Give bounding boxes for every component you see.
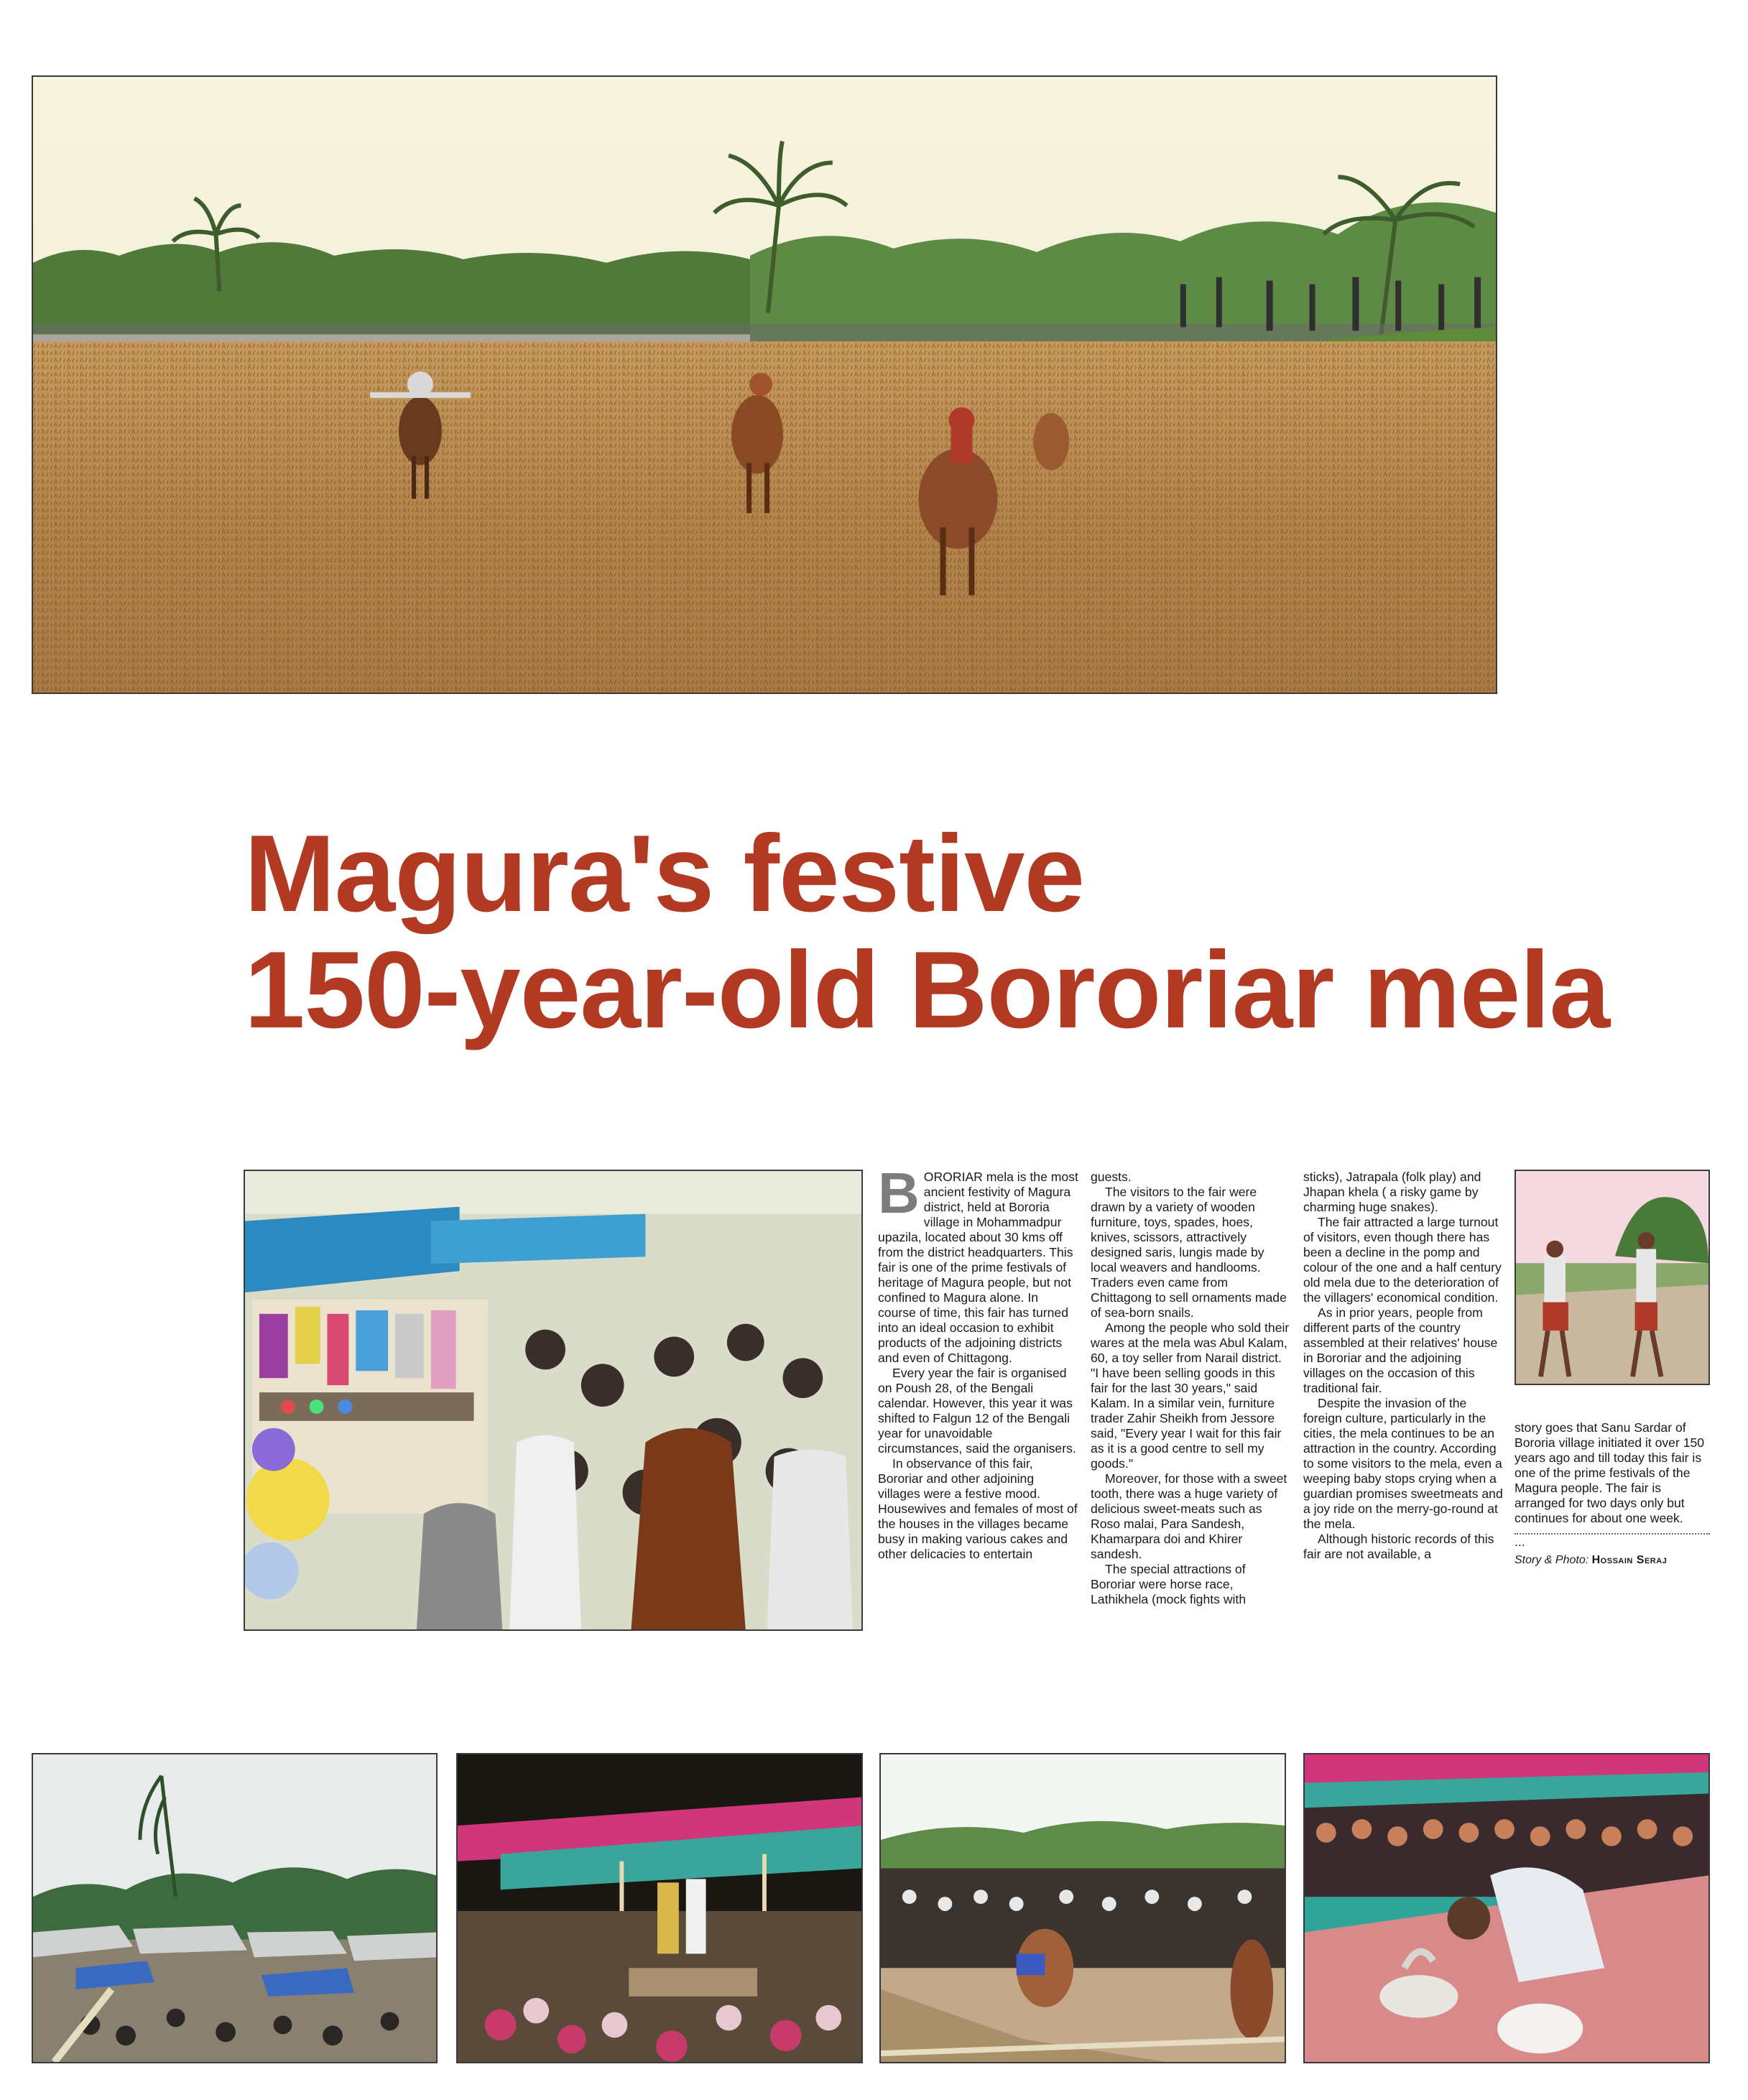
paragraph: Although historic records of this fair are not available, a: [1303, 1532, 1494, 1561]
byline: [1515, 1553, 1711, 1568]
paragraph: Moreover, for those with a sweet tooth, there was a huge variety of delicious sweet-meats such as Roso malai, Para Sandesh, Khamarpara doi and Khirer sandesh.: [1091, 1471, 1287, 1561]
article-column-2: [1091, 1170, 1292, 1607]
drop-cap: B: [878, 1161, 920, 1225]
article-column-1: [878, 1161, 1079, 1562]
photo-market-stalls: [244, 1170, 863, 1631]
paragraph: Every year the fair is organised on Poush 28, of the Bengali calendar. However, this year it was shifted to Falgun 12 of the Bengali year for unavoidable circumstances, said the organisers.: [878, 1366, 1076, 1456]
byline-prefix: Story & Photo:: [1515, 1554, 1589, 1566]
photo-fair-tents: [32, 1753, 438, 2063]
paragraph: story goes that Sanu Sardar of Bororia village initiated it over 150 years ago and till today this fair is one of the prime festivals of the Magura people. The fair is arranged for two days only but continues for about one week.: [1515, 1420, 1705, 1525]
article-column-4: [1515, 1420, 1711, 1568]
byline-name: Hossain Seraj: [1591, 1554, 1668, 1566]
paragraph: The visitors to the fair were drawn by a variety of wooden furniture, toys, spades, hoes, knives, scissors, attractively designed saris, lungis made by local weavers and handlooms. Traders even came from Chittagong to sell ornaments made of sea-born snails.: [1091, 1185, 1287, 1320]
photo-snake-charmer: [1303, 1753, 1710, 2063]
paragraph: As in prior years, people from different parts of the country assembled at their relatives' house in Bororiar and the adjoining villages on the occasion of this traditional fair.: [1303, 1305, 1498, 1395]
ellipsis: ...: [1515, 1535, 1525, 1549]
paragraph: The special attractions of Bororiar were horse race, Lathikhela (mock fights with: [1091, 1562, 1247, 1606]
headline-line-1: Magura's festive: [244, 813, 1085, 935]
paragraph: guests.: [1091, 1170, 1132, 1184]
photo-wrestling: [1515, 1170, 1710, 1385]
paragraph: sticks), Jatrapala (folk play) and Jhapan khela ( a risky game by charming huge snakes).: [1303, 1170, 1481, 1214]
photo-wrestling-crowd: [879, 1753, 1286, 2063]
article-column-3: [1303, 1170, 1504, 1562]
photo-jatra-stage: [456, 1753, 863, 2063]
paragraph: ORORIAR mela is the most ancient festivity of Magura district, held at Bororia village in Mohammadpur upazila, located about 30 kms off from the district headquarters. This fair is one of the prime festivals of heritage of Magura people, but not confined to Magura alone. In course of time, this fair has turned into an ideal occasion to exhibit products of the adjoining districts and even of Chittagong.: [878, 1170, 1078, 1365]
paragraph: In observance of this fair, Bororiar and other adjoining villages were a festive mood. Housewives and females of most of the houses in the villages became busy in making various cakes and other delicacies to entertain: [878, 1456, 1078, 1561]
headline-line-2: 150-year-old Bororiar mela: [244, 929, 1610, 1051]
paragraph: Despite the invasion of the foreign culture, particularly in the cities, the mela continues to be an attraction in the country. According to some visitors to the mela, even a weeping baby stops crying when a guardian promises sweetmeats and a joy ride on the merry-go-round at the mela.: [1303, 1396, 1503, 1531]
paragraph: Among the people who sold their wares at the mela was Abul Kalam, 60, a toy seller from Narail district. "I have been selling goods in this fair for the last 30 years," said Kalam. In a similar vein, furniture trader Zahir Sheikh from Jessore said, "Every year I wait for this fair as it is a good centre to sell my goods.": [1091, 1320, 1290, 1471]
paragraph: The fair attracted a large turnout of visitors, even though there has been a decline in the pomp and colour of the one and a half century old mela due to the deterioration of the villagers' economical condition.: [1303, 1215, 1502, 1305]
hero-photo-horse-race: [32, 75, 1497, 694]
